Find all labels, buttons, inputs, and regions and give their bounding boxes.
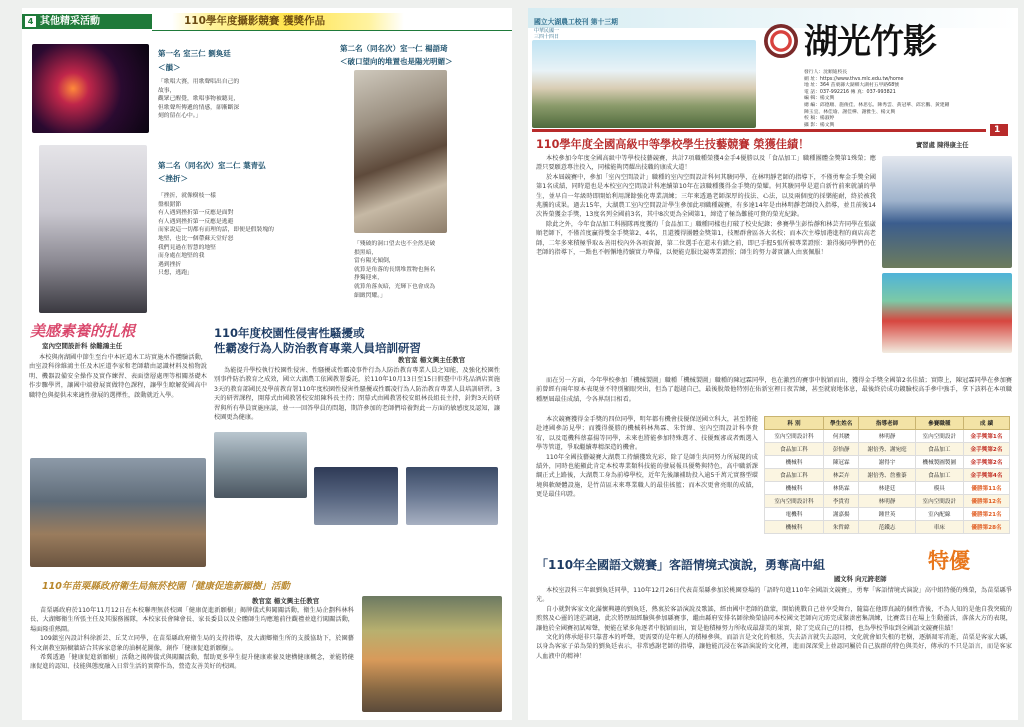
skills-contest-body-mid: 而在另一方面，今年學校參加「機械製圖」職種「機械製圖」職種的陳冠霖同學，也在激烈的賽事中脫穎而出，獲得金手獎全國第2名佳績；實際上，陳冠霖同學在參加賽前曾經有兩年原本表現並不特別顯眼突出，但為了超越自己，最後脫殼他特別在佑新室裡日夜苦練，甚至就寢地体息，最後終於成功鍍驗校高手參中強手，拿下該料在本項職種歷屆最佳成績，令各界刮目相看。 <box>536 377 1012 403</box>
winner3-rank: 第二名（同名次）室二仁 葉青弘 <box>158 161 266 170</box>
hakka-speech-author: 國文科 向元誇老師 <box>834 576 887 583</box>
results-table <box>764 416 1010 534</box>
competition-banner-title: 110學年度攝影競賽 獲獎作品 <box>184 15 326 27</box>
winner2-rank: 第二名（同名次）室一仁 楊語琦 <box>340 44 448 53</box>
table-row: 機械科 林雋霖 林建廷 模具 優勝第11名 <box>765 482 1010 495</box>
table-row: 機械科 朱哲緯 范鐵志 車床 優勝第28名 <box>765 521 1010 534</box>
wish-tree-body: 苗栗縣政府於110年11月12日在本校聯理無菸校園「健康促進新願樹」揭牌儀式與闖關活動，衛生局企劃科林科長、大湖鄉衛生所張主任及其服務團隊，本校家長會陳會長、家長委員以及全體師生均應邀前往觀禮並進行闖關活動，場面隆重熱鬧。 109鎮室內設計科徐新芸、丘艾立同學，在苗栗縣政府衛生局的支持指導，及大湖鄉衛生所的支援協助下，於園藝科文創教室隔櫥牆結合其客家意象的油桐花圖像，創作「健康促進新願樹」。 希冀透過「健康促進新願樹」活動之揭牌儀式與闖關活動，幫助更多學生提升健康素養及建構健康概念，並能將健康促進的認知、技能與態度融入日常生活的實際作為，營造友善美好的校園。 <box>30 607 354 671</box>
skills-contest-body-bottom: 本次競賽獲得金手獎的四位同學，明年都有機會技優保送國立科大，甚至將能赴連國參訪見學；而獲得優勝的機械料林雋霖、朱哲緯、室內空間設計科李貴宥，以及電機科蔡嘉揚等同學，未來也將能參加特殊選才、技優甄審或者甄選入學等管道，爭取繼續專精深造的機會。 110年全國技藝競賽大湖農工持續獲致光彩，除了是師生共同努力所展現的成績外，同時也能顯此肯定本校專業類科技能的發展報具優勢與特色，高中職新課綱正式上路後，大湖農工身為前導學校，近年先後讓補助投入逾5千萬元實務型環境與軟硬體設施，是竹苗區未來專業職人的最佳搖籃；而本次更會亮眼的成績，更是最佳印證。 <box>536 416 758 499</box>
col-event: 參賽職種 <box>915 417 963 430</box>
page-1 <box>528 8 1018 720</box>
skills-contest-body-top: 本校參加今年度全國高級中等學校技藝競賽，共計7項職種榮獲4金手4優勝以及「食品加工」職種團體金獎第1殊榮；應證只要願意專注投入，同樣能夠閃耀出技職的康成大道！ 於本屆競賽中，參加「室內空間設計」職種的室內空間設計科何其駿同學，在林明靜老師的指導下，不僅勇奪金手獎全國第1名成績，同時還也是本校室內空間設計科連續第10年在該職種獲得金手獎的榮耀。何其駿同學是還自新竹前來就讀的學生，並早自一年級時即開始利用課餘強化專業訓練；三年來透過老師深厚的技法、心法，以及兩個度的採樂能耐，終於被我兆騰的成果。過去15年，大湖農工室內空間設計學生參加此項職種競賽，有多達14年是由林明靜老師投入指導，並且前後14次皆榮獲金手獎，13度名列全國前3名，其中8次更為全國第1，締造了極為難能可貴的榮光紀錄。 除此之外，今年食品加工科團隊再度獲的「食品加工」職種同樣也打破了校史紀錄；參賽學生彭怡靜和林芸卉同學在張崴順老師下，不僅首度贏得雙金手獎第2、4名，且還獲得團體金獎第1，技壓群會區各大名校；而本次主導加港進程的商店高老師，二年多來積極爭取＆善用校內外各項資源，第二位選手在還未有錯之前，即已手握5張所被專業證照：兼得後同學們仍在老師的指導下，一點也不輕懈地持續實力準備，以便能克服比競專業證照；師生的努力著實讓人由衷佩服！ <box>536 155 876 257</box>
photo-training-lecture <box>314 467 398 525</box>
photo-woodworking-class <box>30 458 206 567</box>
col-department: 科 別 <box>765 417 824 430</box>
col-result: 成 績 <box>963 417 1009 430</box>
winner3-title: ＜挫折＞ <box>158 174 188 183</box>
skills-contest-author: 實習處 陳得康主任 <box>916 142 969 149</box>
school-issue: 國立大湖農工校刊 第十三期 <box>534 18 618 26</box>
winner3-statement: 「挫折，就像樹枝一樣 盤根錯節 有人遇到挫折第一反應是面對 有人遇到挫折第一反應是逃避 而家說這一切都有而理的話，即便是假裝塊的 地堅，也比一個帶蘇天堂好怒 我們見過在智慧的地堅 而身處在地堅的我 遇到挫折 只想，逃跑」 <box>158 193 274 277</box>
photo-stage-performance <box>32 44 149 133</box>
table-row: 電機科 謝嘉揚 鍾世英 室內配線 優勝第21名 <box>765 508 1010 521</box>
gender-training-body: 為能提升學校執行校園性侵害、性騷擾或性霸凌事件行為人防治教育專業人員之知能，及強化校園性別事件防治教育之成效，國立大湖農工依國教署委託，於110年10月13日至15日假臺中市兆品酒店實施3天的教育部國民及學前教育署110年度校園性侵害性騷擾或性霸凌行為人防治教育專業人員培訓研習。3天的研習課程，開幕式由國教署校安組陳科長主持；閉幕式由國教署校安組林長組長主持，針對3天的研習與所有學員實施座談，並一一回答學員的問題，期許參加的老師們培養對此一方面的敏感度及認知，讓校園更為健康。 <box>214 367 500 422</box>
issue-date-2: 三四十四日 <box>534 34 560 40</box>
photo-broken-wall <box>354 70 447 233</box>
winner1-rank: 第一名 室三仁 劉奐廷 <box>158 49 231 58</box>
red-rule <box>532 129 986 132</box>
aesthetics-author: 室內空間設計科 徐難鴻主任 <box>42 342 123 350</box>
page-number: 1 <box>994 125 1001 135</box>
hakka-speech-body: 本校室設科三年級劉奐廷同學，110年12月26日代表苗栗縣參加於桃園登場的「語時句進110年全國語文競賽」，勇奪「客語情境式演說」高中組特優的殊榮，為苗栗縣爭光。 自小就對客家文化滿懷興趣的劉奐廷，熱衷於客語演說及歌謠，經由國中老師的啟蒙，開始挑戰自己並享受舞台，隨篇在他即真誠的個性背後，不為人知的是他自我突破的煎熬及心靈的迷茫調適，此次將歷屆經驗與參加縣賽事，繼由縣府安排名師徐煥榮協同本校國文老師向元昉完成緊湊密集訓練，比賽當日在場上生動靈活，落落大方的表現，讓他於全國賽初試啼聲，便能在眾多角逐者中脫穎而出，實是他積極努力所收成最甜美的果實，除了完成自己的目標，也為學校爭取到全國語文競賽佳績！ 文化的傳承絕非只靠書本的呼聲，更需要的是年輕人的積極參與，而語言是文化的根基，失去語言就失去認同，文化就會如失根的老樹，逐漸凋零消逝，苗栗是客家大縣，以身為客家子弟為榮的劉奐廷表示，非常感謝老師的指導，讓他能沉浸在客語演說的文化裡，進而深深愛上並認同屬於自己族群的特色與美好，傳承的不只是語言，而是客家人血液中的精神！ <box>536 587 1012 660</box>
photo-award-group <box>882 156 1012 268</box>
col-teacher: 指導老師 <box>859 417 915 430</box>
table-row: 機械科 陳冠霖 謝得宇 機械製圖製圖 金手獎第2名 <box>765 456 1010 469</box>
winner2-statement: 「殘破的洞口望去也不全然是破 損黑暗， 當有陽光傾倒， 就算是角落的長期堆置物也無名 挣獨迎來， 就算角落灰暗，光輝下也會成為 細緻閃耀。」 <box>354 241 436 299</box>
photo-award-banner <box>882 273 1012 353</box>
skills-contest-title: 110學年度全國高級中等學校學生技藝競賽 榮獲佳績！ <box>536 138 810 151</box>
section-tag: 其他精采活動 <box>40 16 100 27</box>
publication-info: 發行人：沈順迪校長 網 址：https://www.thvs.mlc.edu.tw/home 地 址：364 苗栗縣大湖鄉大湖村五甲路68號 電 話：037-992216 傳 真：037-993821 編 輯：楊文興 總 編：邱德順、施俊佳、林思弘、陳秀雲、黃冠華、邱宏鵬、黃建剛 陳玉宜、林佳瑜、謝佳樺、謝雅生、楊文興 校 稿：楊淑婷 攝 影：楊文興 <box>804 70 950 128</box>
hakka-speech-title: 「110年全國語文競賽」客語情境式演說，勇奪高中組 <box>536 558 826 572</box>
photo-training-room <box>406 467 498 525</box>
page-number: 4 <box>25 16 36 27</box>
sub-rule <box>152 30 512 31</box>
gender-training-author: 教官室 楊文興主任教官 <box>398 356 466 364</box>
aesthetics-title: 美感素養的扎根 <box>30 322 136 340</box>
hakka-speech-badge: 特優 <box>928 548 970 573</box>
winner1-title: ＜韻＞ <box>158 63 181 72</box>
table-row: 食品加工科 林芸卉 謝倍秀、詹雅蓁 食品加工 金手獎第4名 <box>765 469 1010 482</box>
photo-wish-tree <box>362 596 502 712</box>
page-4 <box>22 8 512 720</box>
results-table-header <box>765 417 1010 430</box>
aesthetics-body: 本校與南湖國中節生至台中本匠道木工坊實施木作體驗活動，由室設科徐維鴻主任及木匠道李家和老師藉由認識材料及植物說明、機器設備安全操作及實作練習、表面塗層處理等相關基礎木作步驟學習，讓國中端發展實做特色課程，讓學生瞭解從國高中職特色與提供未來適性發展的選擇性，啟動就近入學。 <box>29 354 207 399</box>
table-row: 食品加工科 彭怡靜 謝倍秀、謝宛庭 食品加工 金手獎第2名 <box>765 443 1010 456</box>
masthead-title: 湖光竹影 <box>804 22 936 62</box>
col-student: 學生姓名 <box>823 417 859 430</box>
issue-date-1: 中華民國一 <box>534 28 560 34</box>
school-emblem-icon <box>764 24 798 58</box>
photo-bare-tree <box>39 145 147 313</box>
table-row: 室內空間設計科 何其駿 林明靜 室內空間設計 金手獎第1名 <box>765 430 1010 443</box>
table-row: 室內空間設計科 李貴宥 林明靜 室內空間設計 優勝第12名 <box>765 495 1010 508</box>
photo-school-campus <box>532 40 756 128</box>
gender-training-title-2: 性霸凌行為人防治教育專業人員培訓研習 <box>214 341 421 355</box>
photo-training-group <box>214 432 307 498</box>
winner1-statement: 「歌唱大賽，用歌聲唱出自己的 故事， 觀眾已醒覺，歌唱事物被聽見， 但歌聲所傳遞的情感，卻漸斷深 刻的留在心中。」 <box>158 79 240 120</box>
gender-training-title-1: 110年度校園性侵害性騷擾或 <box>214 326 365 340</box>
wish-tree-author: 教官室 楊文興主任教官 <box>252 597 320 605</box>
wish-tree-title: 110年苗栗縣政府衛生局無菸校園「健康促進新願樹」活動 <box>42 581 290 592</box>
winner2-title: ＜破口望向的堆置也是陽光明媚＞ <box>340 57 453 66</box>
